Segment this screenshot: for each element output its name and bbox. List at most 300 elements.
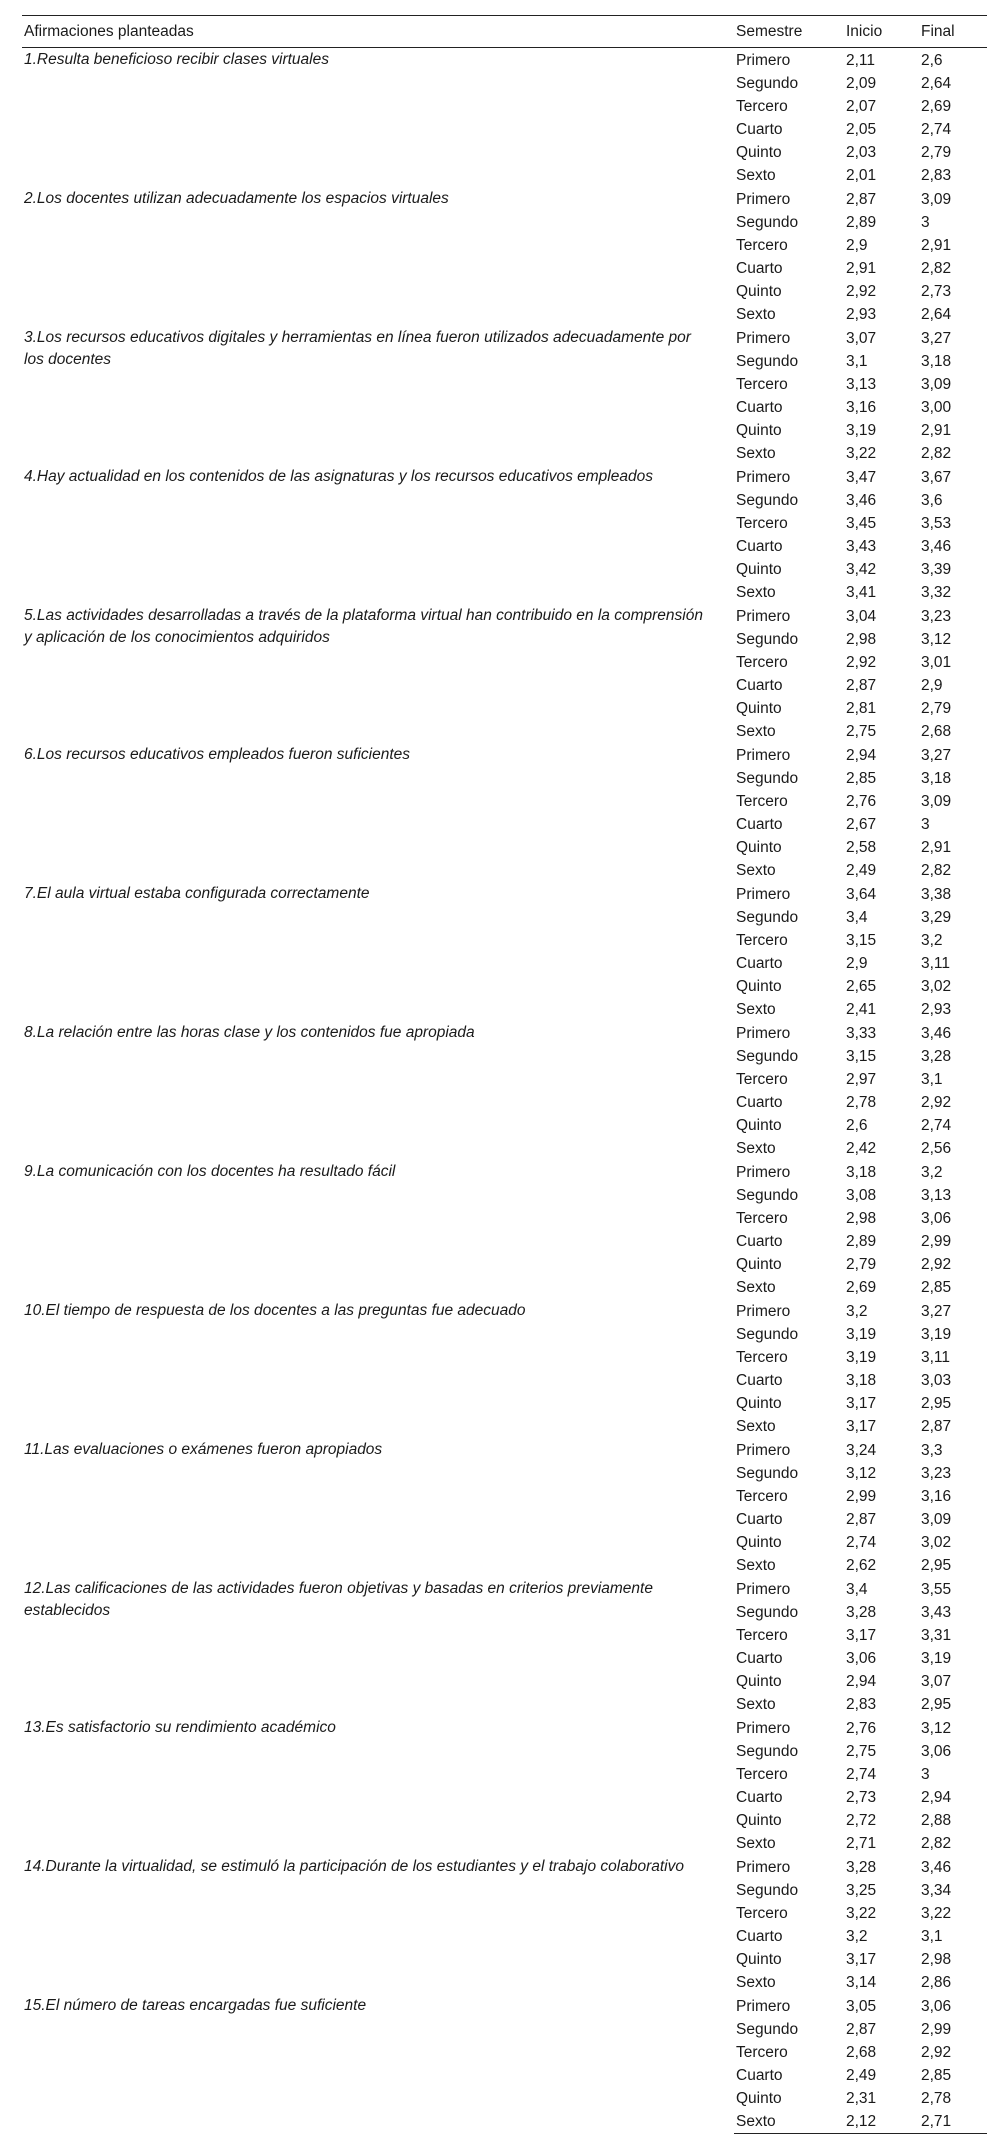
start-value-cell: 2,89 — [846, 1232, 877, 1250]
start-value-cell: 2,75 — [846, 1742, 877, 1760]
end-value-cell: 2,82 — [921, 259, 952, 277]
end-value-cell: 2,74 — [921, 1116, 952, 1134]
statement-cell: 10.El tiempo de respuesta de los docentes a las preguntas fue adecuado — [24, 1302, 526, 1319]
table-row — [22, 604, 987, 628]
end-value-cell: 3,46 — [921, 537, 952, 555]
semester-cell: Segundo — [736, 2020, 799, 2038]
semester-cell: Cuarto — [736, 815, 783, 833]
end-value-cell: 3,09 — [921, 792, 952, 810]
start-value-cell: 2,62 — [846, 1556, 877, 1574]
end-value-cell: 3,23 — [921, 1464, 952, 1482]
start-value-cell: 3,17 — [846, 1950, 877, 1968]
semester-cell: Primero — [736, 1024, 791, 1042]
semester-cell: Quinto — [736, 699, 782, 717]
end-value-cell: 3,02 — [921, 1533, 952, 1551]
start-value-cell: 2,92 — [846, 282, 877, 300]
semester-cell: Cuarto — [736, 1093, 783, 1111]
table-row — [22, 743, 987, 767]
semester-cell: Cuarto — [736, 398, 783, 416]
end-value-cell: 2,6 — [921, 51, 943, 69]
end-value-cell: 2,91 — [921, 838, 952, 856]
end-value-cell: 3,06 — [921, 1742, 952, 1760]
end-value-cell: 3 — [921, 213, 930, 231]
end-value-cell: 2,56 — [921, 1139, 952, 1157]
table-row — [22, 1021, 987, 1045]
start-value-cell: 3,22 — [846, 444, 877, 462]
semester-cell: Primero — [736, 51, 791, 69]
statement-cell: 11.Las evaluaciones o exámenes fueron apropiados — [24, 1441, 383, 1458]
end-value-cell: 3,13 — [921, 1186, 952, 1204]
semester-cell: Primero — [736, 607, 791, 625]
table-body — [22, 48, 987, 2134]
semester-cell: Sexto — [736, 583, 776, 601]
end-value-cell: 2,85 — [921, 2066, 952, 2084]
semester-cell: Quinto — [736, 1533, 782, 1551]
semester-cell: Sexto — [734, 2110, 844, 2134]
semester-cell: Tercero — [736, 1209, 788, 1227]
start-value-cell: 3,43 — [846, 537, 877, 555]
end-value-cell: 2,86 — [921, 1973, 952, 1991]
end-value-cell: 3,3 — [921, 1441, 943, 1459]
end-value-cell: 3,09 — [921, 375, 952, 393]
end-value-cell: 3,19 — [921, 1649, 952, 1667]
end-value-cell: 3,29 — [921, 908, 952, 926]
end-value-cell: 3,11 — [921, 1348, 951, 1366]
semester-cell: Sexto — [736, 1417, 776, 1435]
semester-cell: Primero — [736, 329, 791, 347]
start-value-cell: 2,09 — [846, 74, 877, 92]
end-value-cell: 3,1 — [921, 1927, 943, 1945]
end-value-cell: 2,82 — [921, 861, 952, 879]
start-value-cell: 2,89 — [846, 213, 877, 231]
end-value-cell: 3,06 — [921, 1209, 952, 1227]
start-value-cell: 2,74 — [846, 1765, 877, 1783]
start-value-cell: 2,76 — [846, 1719, 877, 1737]
start-value-cell: 3,2 — [846, 1927, 868, 1945]
end-value-cell: 2,82 — [921, 444, 952, 462]
start-value-cell: 2,9 — [846, 236, 868, 254]
results-table — [22, 15, 987, 2134]
start-value-cell: 3,28 — [846, 1603, 877, 1621]
table-row — [22, 1994, 987, 2018]
start-value-cell: 3,1 — [846, 352, 868, 370]
start-value-cell: 2,94 — [846, 1672, 877, 1690]
end-value-cell: 3,16 — [921, 1487, 952, 1505]
end-value-cell: 3,02 — [921, 977, 952, 995]
semester-cell: Tercero — [736, 931, 788, 949]
semester-cell: Tercero — [736, 2043, 788, 2061]
semester-cell: Sexto — [736, 1834, 776, 1852]
semester-cell: Primero — [736, 1997, 791, 2015]
end-value-cell: 3,03 — [921, 1371, 952, 1389]
semester-cell: Quinto — [736, 143, 782, 161]
start-value-cell: 3,19 — [846, 421, 877, 439]
end-value-cell: 3,01 — [921, 653, 952, 671]
start-value-cell: 3,45 — [846, 514, 877, 532]
semester-cell: Primero — [736, 468, 791, 486]
semester-cell: Cuarto — [736, 1232, 783, 1250]
end-value-cell: 3,6 — [921, 491, 943, 509]
end-value-cell: 2,73 — [921, 282, 952, 300]
end-value-cell: 3,12 — [921, 1719, 952, 1737]
end-value-cell: 2,69 — [921, 97, 952, 115]
start-value-cell: 3,15 — [846, 1047, 877, 1065]
semester-cell: Primero — [736, 885, 791, 903]
end-value-cell: 3,22 — [921, 1904, 952, 1922]
statement-cell: 3.Los recursos educativos digitales y herramientas en línea fueron utilizados adecuadamente por los docentes — [24, 329, 691, 368]
end-value-cell: 3,39 — [921, 560, 952, 578]
end-value-cell: 3,11 — [921, 954, 951, 972]
statement-cell: 13.Es satisfactorio su rendimiento académico — [24, 1719, 336, 1736]
start-value-cell: 2,07 — [846, 97, 877, 115]
semester-cell: Cuarto — [736, 1788, 783, 1806]
statement-cell: 5.Las actividades desarrolladas a través de la plataforma virtual han contribuido en la comprensión y aplicación de los conocimientos adquiridos — [24, 607, 703, 646]
end-value-cell: 3,31 — [921, 1626, 952, 1644]
semester-cell: Cuarto — [736, 1927, 783, 1945]
table-row — [22, 1299, 987, 1323]
semester-cell: Primero — [736, 1302, 791, 1320]
start-value-cell: 2,11 — [846, 51, 876, 69]
start-value-cell: 2,87 — [846, 190, 877, 208]
start-value-cell: 2,05 — [846, 120, 877, 138]
end-value-cell: 3,43 — [921, 1603, 952, 1621]
semester-cell: Sexto — [736, 1973, 776, 1991]
end-value-cell: 2,98 — [921, 1950, 952, 1968]
semester-cell: Primero — [736, 1441, 791, 1459]
semester-cell: Segundo — [736, 1047, 799, 1065]
semester-cell: Sexto — [736, 861, 776, 879]
table-row — [22, 187, 987, 211]
end-value-cell: 2,92 — [921, 1093, 952, 1111]
semester-cell: Quinto — [736, 282, 782, 300]
start-value-cell: 2,72 — [846, 1811, 877, 1829]
semester-cell: Segundo — [736, 630, 799, 648]
end-value-cell: 2,64 — [921, 74, 952, 92]
end-value-cell: 3,12 — [921, 630, 952, 648]
start-value-cell: 3,14 — [846, 1973, 877, 1991]
table-row — [22, 882, 987, 906]
end-value-cell: 2,83 — [921, 166, 952, 184]
start-value-cell: 3,13 — [846, 375, 877, 393]
start-value-cell: 3,19 — [846, 1325, 877, 1343]
end-value-cell: 3,38 — [921, 885, 952, 903]
start-value-cell: 3,07 — [846, 329, 877, 347]
semester-cell: Sexto — [736, 444, 776, 462]
semester-cell: Sexto — [736, 1556, 776, 1574]
end-value-cell: 3,19 — [921, 1325, 952, 1343]
semester-cell: Quinto — [736, 1116, 782, 1134]
end-value-cell: 2,9 — [921, 676, 943, 694]
end-value-cell: 2,88 — [921, 1811, 952, 1829]
start-value-cell: 2,87 — [846, 676, 877, 694]
start-value-cell: 2,49 — [846, 861, 877, 879]
start-value-cell: 2,12 — [844, 2110, 919, 2134]
start-value-cell: 3,18 — [846, 1371, 877, 1389]
start-value-cell: 2,6 — [846, 1116, 868, 1134]
statement-cell: 2.Los docentes utilizan adecuadamente los espacios virtuales — [24, 190, 449, 207]
end-value-cell: 2,95 — [921, 1394, 952, 1412]
start-value-cell: 2,91 — [846, 259, 877, 277]
semester-cell: Quinto — [736, 2089, 782, 2107]
start-value-cell: 3,04 — [846, 607, 877, 625]
start-value-cell: 3,16 — [846, 398, 877, 416]
end-value-cell: 2,79 — [921, 699, 952, 717]
end-value-cell: 2,87 — [921, 1417, 952, 1435]
end-value-cell: 3,18 — [921, 352, 952, 370]
semester-cell: Tercero — [736, 514, 788, 532]
start-value-cell: 2,42 — [846, 1139, 877, 1157]
semester-cell: Segundo — [736, 1603, 799, 1621]
end-value-cell: 2,95 — [921, 1695, 952, 1713]
start-value-cell: 2,98 — [846, 1209, 877, 1227]
end-value-cell: 2,64 — [921, 305, 952, 323]
semester-cell: Primero — [736, 1163, 791, 1181]
end-value-cell: 3,00 — [921, 398, 952, 416]
start-value-cell: 2,93 — [846, 305, 877, 323]
header-start: Inicio — [844, 16, 919, 48]
semester-cell: Segundo — [736, 908, 799, 926]
semester-cell: Tercero — [736, 236, 788, 254]
start-value-cell: 2,78 — [846, 1093, 877, 1111]
start-value-cell: 2,65 — [846, 977, 877, 995]
semester-cell: Tercero — [736, 653, 788, 671]
end-value-cell: 2,82 — [921, 1834, 952, 1852]
semester-cell: Sexto — [736, 1000, 776, 1018]
semester-cell: Quinto — [736, 1255, 782, 1273]
start-value-cell: 2,98 — [846, 630, 877, 648]
table-row — [22, 465, 987, 489]
end-value-cell: 3,27 — [921, 746, 952, 764]
end-value-cell: 3,46 — [921, 1858, 952, 1876]
end-value-cell: 2,99 — [921, 1232, 952, 1250]
end-value-cell: 2,93 — [921, 1000, 952, 1018]
semester-cell: Tercero — [736, 1904, 788, 1922]
start-value-cell: 3,64 — [846, 885, 877, 903]
start-value-cell: 3,4 — [846, 1580, 868, 1598]
start-value-cell: 2,79 — [846, 1255, 877, 1273]
end-value-cell: 3,18 — [921, 769, 952, 787]
start-value-cell: 3,17 — [846, 1417, 877, 1435]
semester-cell: Segundo — [736, 213, 799, 231]
start-value-cell: 3,15 — [846, 931, 877, 949]
semester-cell: Segundo — [736, 491, 799, 509]
start-value-cell: 2,83 — [846, 1695, 877, 1713]
semester-cell: Segundo — [736, 1186, 799, 1204]
end-value-cell: 3,67 — [921, 468, 952, 486]
start-value-cell: 3,18 — [846, 1163, 877, 1181]
semester-cell: Quinto — [736, 1394, 782, 1412]
semester-cell: Segundo — [736, 1325, 799, 1343]
semester-cell: Tercero — [736, 792, 788, 810]
start-value-cell: 2,97 — [846, 1070, 877, 1088]
semester-cell: Primero — [736, 746, 791, 764]
statement-cell: 1.Resulta beneficioso recibir clases virtuales — [24, 51, 329, 68]
end-value-cell: 3,27 — [921, 1302, 952, 1320]
end-value-cell: 3,2 — [921, 1163, 943, 1181]
end-value-cell: 3,46 — [921, 1024, 952, 1042]
end-value-cell: 2,91 — [921, 421, 952, 439]
semester-cell: Cuarto — [736, 676, 783, 694]
start-value-cell: 2,67 — [846, 815, 877, 833]
semester-cell: Sexto — [736, 1139, 776, 1157]
start-value-cell: 3,19 — [846, 1348, 877, 1366]
start-value-cell: 3,2 — [846, 1302, 868, 1320]
start-value-cell: 2,03 — [846, 143, 877, 161]
start-value-cell: 2,69 — [846, 1278, 877, 1296]
start-value-cell: 2,68 — [846, 2043, 877, 2061]
start-value-cell: 3,06 — [846, 1649, 877, 1667]
semester-cell: Tercero — [736, 1487, 788, 1505]
start-value-cell: 2,87 — [846, 2020, 877, 2038]
semester-cell: Quinto — [736, 1811, 782, 1829]
table-row — [22, 1716, 987, 1740]
table-row — [22, 1577, 987, 1601]
end-value-cell: 2,78 — [921, 2089, 952, 2107]
header-semester: Semestre — [734, 16, 844, 48]
semester-cell: Quinto — [736, 838, 782, 856]
table-header — [22, 16, 987, 48]
table-row — [22, 326, 987, 350]
end-value-cell: 3,06 — [921, 1997, 952, 2015]
end-value-cell: 2,79 — [921, 143, 952, 161]
statement-cell: 15.El número de tareas encargadas fue suficiente — [24, 1997, 367, 2014]
end-value-cell: 2,92 — [921, 2043, 952, 2061]
statement-cell: 12.Las calificaciones de las actividades fueron objetivas y basadas en criterios previamente establecidos — [24, 1580, 653, 1619]
end-value-cell: 3,53 — [921, 514, 952, 532]
semester-cell: Primero — [736, 190, 791, 208]
end-value-cell: 3 — [921, 815, 930, 833]
statement-cell: 14.Durante la virtualidad, se estimuló la participación de los estudiantes y el trabajo colaborativo — [24, 1858, 684, 1875]
end-value-cell: 3,09 — [921, 1510, 952, 1528]
header-end: Final — [919, 16, 987, 48]
table-row — [22, 1160, 987, 1184]
end-value-cell: 2,85 — [921, 1278, 952, 1296]
semester-cell: Tercero — [736, 1348, 788, 1366]
start-value-cell: 3,47 — [846, 468, 877, 486]
end-value-cell: 3,2 — [921, 931, 943, 949]
semester-cell: Tercero — [736, 1626, 788, 1644]
start-value-cell: 2,76 — [846, 792, 877, 810]
start-value-cell: 2,85 — [846, 769, 877, 787]
semester-cell: Cuarto — [736, 120, 783, 138]
end-value-cell: 3,32 — [921, 583, 952, 601]
end-value-cell: 2,94 — [921, 1788, 952, 1806]
end-value-cell: 3,27 — [921, 329, 952, 347]
semester-cell: Quinto — [736, 1672, 782, 1690]
end-value-cell: 2,91 — [921, 236, 952, 254]
end-value-cell: 3,34 — [921, 1881, 952, 1899]
semester-cell: Primero — [736, 1719, 791, 1737]
statement-cell: 7.El aula virtual estaba configurada correctamente — [24, 885, 370, 902]
start-value-cell: 3,28 — [846, 1858, 877, 1876]
table-row — [22, 1438, 987, 1462]
start-value-cell: 2,49 — [846, 2066, 877, 2084]
start-value-cell: 3,05 — [846, 1997, 877, 2015]
start-value-cell: 2,75 — [846, 722, 877, 740]
end-value-cell: 3,28 — [921, 1047, 952, 1065]
end-value-cell: 3 — [921, 1765, 930, 1783]
start-value-cell: 3,17 — [846, 1626, 877, 1644]
semester-cell: Segundo — [736, 1881, 799, 1899]
end-value-cell: 2,99 — [921, 2020, 952, 2038]
start-value-cell: 2,94 — [846, 746, 877, 764]
start-value-cell: 2,99 — [846, 1487, 877, 1505]
start-value-cell: 3,12 — [846, 1464, 877, 1482]
start-value-cell: 3,42 — [846, 560, 877, 578]
table-row — [22, 1855, 987, 1879]
start-value-cell: 2,58 — [846, 838, 877, 856]
results-table-container — [22, 15, 987, 2134]
statement-cell: 9.La comunicación con los docentes ha resultado fácil — [24, 1163, 396, 1180]
start-value-cell: 3,33 — [846, 1024, 877, 1042]
semester-cell: Cuarto — [736, 537, 783, 555]
end-value-cell: 3,07 — [921, 1672, 952, 1690]
header-statement: Afirmaciones planteadas — [22, 16, 734, 48]
end-value-cell: 2,92 — [921, 1255, 952, 1273]
semester-cell: Tercero — [736, 1765, 788, 1783]
start-value-cell: 2,31 — [846, 2089, 877, 2107]
start-value-cell: 2,81 — [846, 699, 877, 717]
start-value-cell: 2,41 — [846, 1000, 877, 1018]
end-value-cell: 2,71 — [919, 2110, 987, 2134]
semester-cell: Sexto — [736, 1695, 776, 1713]
semester-cell: Quinto — [736, 977, 782, 995]
start-value-cell: 3,41 — [846, 583, 877, 601]
start-value-cell: 2,01 — [846, 166, 877, 184]
semester-cell: Primero — [736, 1580, 791, 1598]
start-value-cell: 3,22 — [846, 1904, 877, 1922]
end-value-cell: 3,1 — [921, 1070, 943, 1088]
semester-cell: Segundo — [736, 352, 799, 370]
semester-cell: Tercero — [736, 375, 788, 393]
start-value-cell: 3,46 — [846, 491, 877, 509]
semester-cell: Quinto — [736, 560, 782, 578]
start-value-cell: 2,87 — [846, 1510, 877, 1528]
statement-cell: 6.Los recursos educativos empleados fueron suficientes — [24, 746, 410, 763]
start-value-cell: 3,24 — [846, 1441, 877, 1459]
semester-cell: Cuarto — [736, 954, 783, 972]
semester-cell: Sexto — [736, 722, 776, 740]
semester-cell: Segundo — [736, 74, 799, 92]
semester-cell: Tercero — [736, 97, 788, 115]
semester-cell: Cuarto — [736, 2066, 783, 2084]
start-value-cell: 3,17 — [846, 1394, 877, 1412]
semester-cell: Sexto — [736, 1278, 776, 1296]
start-value-cell: 2,71 — [846, 1834, 877, 1852]
semester-cell: Segundo — [736, 1464, 799, 1482]
header-row — [22, 16, 987, 48]
start-value-cell: 3,25 — [846, 1881, 877, 1899]
start-value-cell: 2,74 — [846, 1533, 877, 1551]
semester-cell: Quinto — [736, 421, 782, 439]
semester-cell: Tercero — [736, 1070, 788, 1088]
start-value-cell: 3,4 — [846, 908, 868, 926]
end-value-cell: 2,68 — [921, 722, 952, 740]
semester-cell: Segundo — [736, 769, 799, 787]
semester-cell: Segundo — [736, 1742, 799, 1760]
end-value-cell: 3,23 — [921, 607, 952, 625]
end-value-cell: 3,09 — [921, 190, 952, 208]
start-value-cell: 2,9 — [846, 954, 868, 972]
semester-cell: Cuarto — [736, 1371, 783, 1389]
end-value-cell: 2,95 — [921, 1556, 952, 1574]
start-value-cell: 2,73 — [846, 1788, 877, 1806]
end-value-cell: 3,55 — [921, 1580, 952, 1598]
semester-cell: Cuarto — [736, 1510, 783, 1528]
semester-cell: Cuarto — [736, 1649, 783, 1667]
semester-cell: Sexto — [736, 305, 776, 323]
semester-cell: Sexto — [736, 166, 776, 184]
